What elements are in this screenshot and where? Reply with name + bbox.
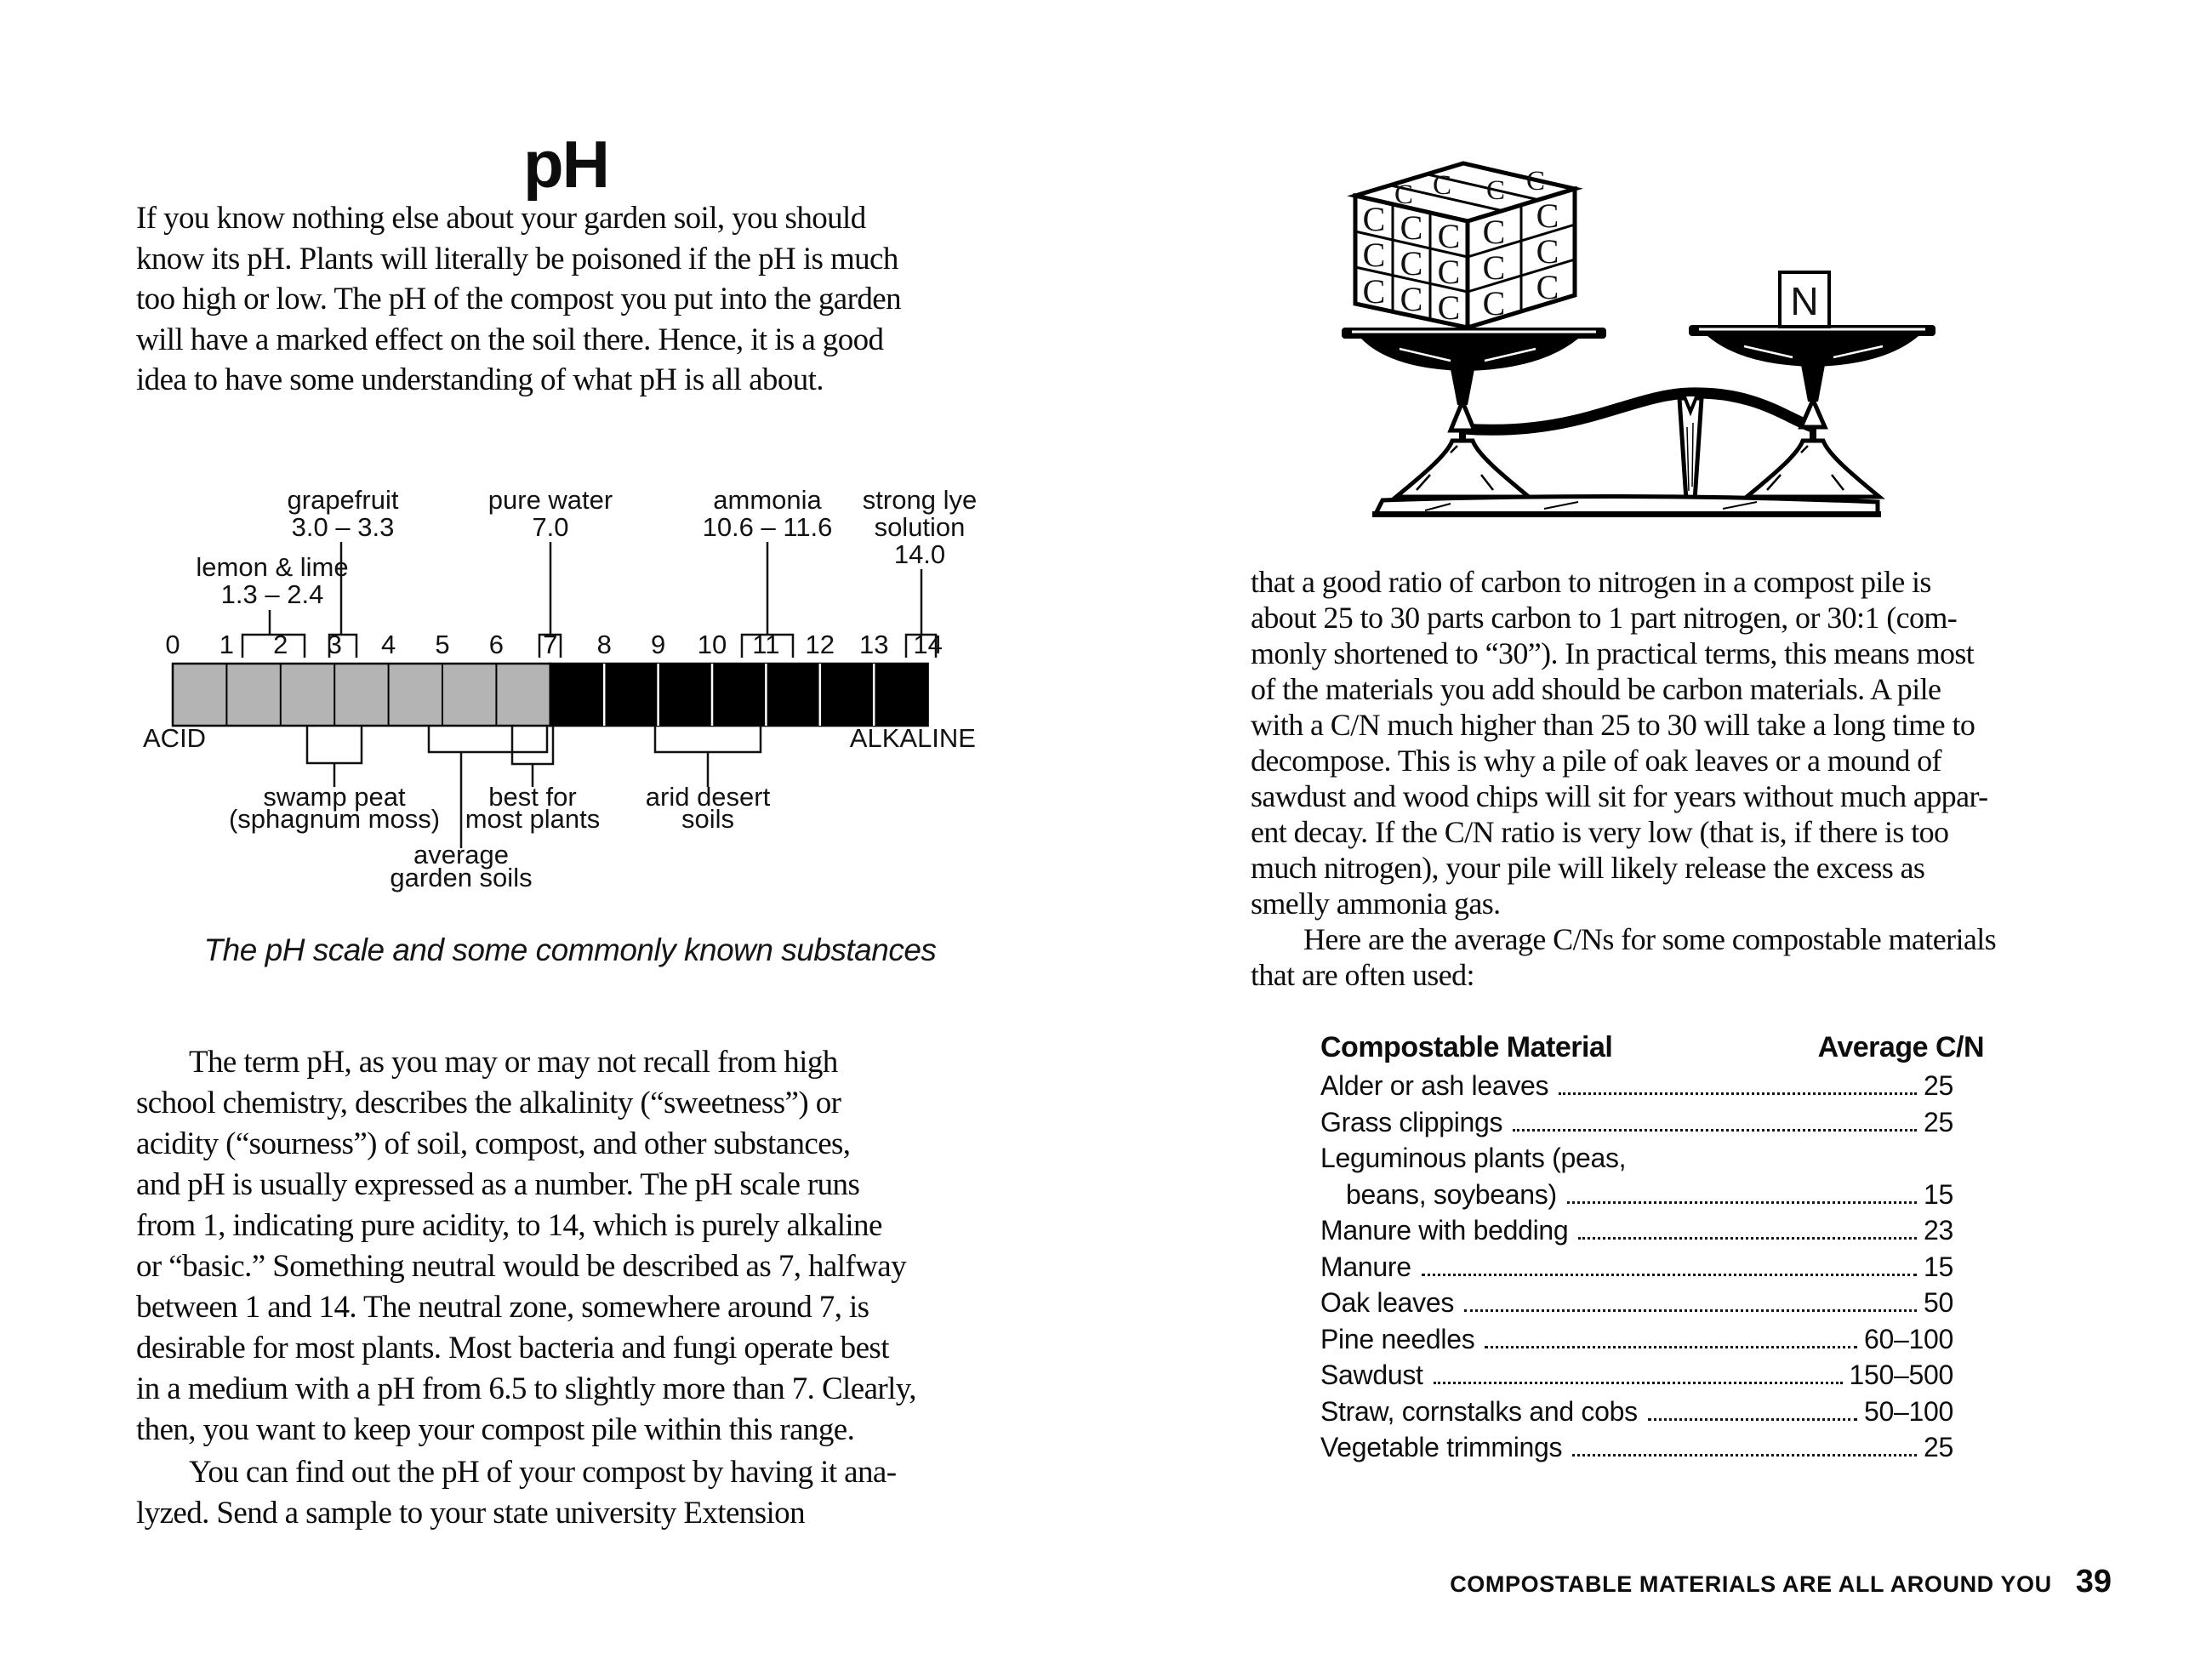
text-line: of the materials you add should be carbon materials. A pile	[1251, 672, 1941, 706]
text-line: The term pH, as you may or may not recall from high	[189, 1045, 838, 1080]
material-label: Alder or ash leaves	[1320, 1070, 1549, 1101]
tick: 3	[327, 630, 342, 659]
ammonia-label: ammonia	[713, 485, 822, 515]
cube-letter: C	[1362, 200, 1386, 238]
tick: 0	[165, 630, 180, 659]
material-label: Vegetable trimmings	[1320, 1432, 1563, 1462]
text-line: from 1, indicating pure acidity, to 14, which is purely alkaline	[136, 1208, 882, 1243]
balance-beam	[1462, 393, 1813, 430]
table-row	[1320, 1360, 1953, 1396]
cube-letter: C	[1536, 268, 1559, 306]
tick: 2	[273, 630, 288, 659]
text-line: If you know nothing else about your garden soil, you should	[136, 201, 866, 236]
compostable-materials-table	[1320, 1031, 1984, 1468]
left-pan	[1342, 328, 1606, 405]
material-label: Manure with bedding	[1320, 1215, 1569, 1246]
text-line: that are often used:	[1251, 958, 1474, 992]
text-line: will have a marked effect on the soil there. Hence, it is a good	[136, 322, 884, 357]
cube-letter: C	[1394, 180, 1414, 210]
table-row	[1320, 1179, 1953, 1216]
material-label: Oak leaves	[1320, 1287, 1455, 1318]
text-line: that a good ratio of carbon to nitrogen in a compost pile is	[1251, 565, 1931, 599]
cn-value: 15	[1924, 1178, 1953, 1210]
text-line: much nitrogen), your pile will likely release the excess as	[1251, 851, 1925, 885]
best-for-label-2: most plants	[465, 804, 601, 834]
cube-letter: C	[1400, 280, 1423, 318]
dot-leader	[1648, 1418, 1857, 1421]
figure-caption: The pH scale and some commonly known substances	[203, 932, 937, 967]
swamp-peat-label-2: (sphagnum moss)	[228, 804, 441, 834]
dot-leader	[1434, 1382, 1843, 1384]
table-header	[1320, 1031, 1984, 1070]
average-garden-label-1: average	[413, 840, 510, 869]
text-line: monly shortened to “30”). In practical terms, this means most	[1251, 636, 1975, 670]
text-line: sawdust and wood chips will sit for years without much appar-	[1251, 779, 1988, 813]
dot-leader	[1578, 1237, 1917, 1240]
material-label: beans, soybeans)	[1346, 1178, 1557, 1210]
text-line: then, you want to keep your compost pile within this range.	[136, 1412, 855, 1447]
lye-label-1: strong lye	[862, 485, 978, 515]
balance-base	[1372, 496, 1881, 517]
cube-letter: C	[1362, 236, 1386, 274]
pure-water-label: pure water	[487, 485, 613, 515]
table-body	[1320, 1070, 1953, 1468]
cn-ratio-paragraph	[1251, 564, 2080, 921]
cube-letter: C	[1400, 244, 1423, 282]
table-row	[1320, 1432, 1953, 1468]
tick: 7	[543, 630, 558, 659]
dot-leader	[1572, 1454, 1917, 1457]
dot-leader	[1464, 1309, 1917, 1312]
text-line: school chemistry, describes the alkalinity (“sweetness”) or	[136, 1086, 841, 1120]
tick: 9	[650, 630, 666, 659]
carbon-cube	[1355, 163, 1575, 328]
cube-letter: C	[1362, 272, 1386, 311]
grapefruit-range: 3.0 – 3.3	[291, 512, 395, 542]
average-garden-label-2: garden soils	[390, 863, 533, 892]
text-line: You can find out the pH of your compost by having it ana-	[189, 1455, 897, 1490]
balance-right-foot	[1747, 400, 1879, 497]
acid-label: ACID	[143, 723, 207, 753]
ph-scale-bar	[173, 664, 928, 726]
material-label: Straw, cornstalks and cobs	[1320, 1395, 1638, 1427]
cn-value: 50	[1924, 1287, 1953, 1318]
cube-letter: C	[1536, 197, 1559, 235]
cube-letter: C	[1485, 175, 1506, 206]
text-line: ent decay. If the C/N ratio is very low (that is, if there is too	[1251, 815, 1949, 849]
text-line: desirable for most plants. Most bacteria and fungi operate best	[136, 1331, 889, 1365]
intro-paragraph	[136, 198, 1012, 401]
text-line: or “basic.” Something neutral would be described as 7, halfway	[136, 1249, 906, 1284]
column-header-material: Compostable Material	[1320, 1031, 1613, 1063]
cube-letter: C	[1437, 288, 1461, 327]
tick: 10	[697, 630, 727, 659]
cn-value: 25	[1924, 1106, 1953, 1137]
text-line: lyzed. Send a sample to your state university Extension	[136, 1496, 805, 1531]
dot-leader	[1559, 1092, 1917, 1095]
cube-letter: C	[1525, 166, 1546, 197]
nitrogen-letter: N	[1790, 279, 1819, 323]
tick: 14	[913, 630, 943, 659]
material-label: Leguminous plants (peas,	[1320, 1143, 1627, 1173]
table-row	[1320, 1324, 1953, 1360]
material-label: Sawdust	[1320, 1360, 1423, 1390]
text-line: Here are the average C/Ns for some compostable materials	[1303, 922, 1997, 956]
column-header-cn: Average C/N	[1817, 1031, 1984, 1063]
lye-range: 14.0	[893, 539, 946, 569]
text-line: about 25 to 30 parts carbon to 1 part nitrogen, or 30:1 (com-	[1251, 601, 1958, 635]
tick: 6	[488, 630, 505, 659]
dot-leader	[1422, 1274, 1917, 1276]
table-row	[1320, 1396, 1953, 1433]
tick: 12	[805, 630, 835, 659]
ph-ticks	[165, 630, 942, 659]
text-line: in a medium with a pH from 6.5 to slightly more than 7. Clearly,	[136, 1371, 916, 1406]
balance-left-foot	[1396, 402, 1529, 497]
tick: 11	[752, 630, 780, 659]
cn-value: 50–100	[1864, 1395, 1953, 1427]
tick: 13	[858, 630, 889, 659]
cn-value: 25	[1924, 1432, 1953, 1462]
ammonia-range: 10.6 – 11.6	[702, 512, 833, 542]
cube-letter: C	[1400, 208, 1423, 247]
page-number: 39	[2075, 1564, 2112, 1599]
balance-scale-illustration	[1323, 146, 2055, 521]
dot-leader	[1513, 1129, 1917, 1132]
text-line: idea to have some understanding of what pH is all about.	[136, 362, 824, 397]
dot-leader	[1567, 1201, 1917, 1204]
balance-center-post	[1679, 395, 1702, 500]
material-label: Pine needles	[1320, 1323, 1475, 1354]
pure-water-range: 7.0	[532, 512, 569, 542]
arid-desert-label-1: arid desert	[645, 782, 771, 812]
cube-letter: C	[1437, 217, 1461, 255]
lye-label-2: solution	[874, 512, 966, 542]
alkaline-label: ALKALINE	[849, 723, 976, 753]
nitrogen-weight	[1780, 272, 1829, 327]
running-footer	[1450, 1564, 2112, 1600]
tick: 5	[435, 630, 450, 659]
cn-value: 150–500	[1849, 1360, 1953, 1390]
table-row	[1320, 1143, 1953, 1179]
tick: 1	[219, 630, 235, 659]
cube-letter: C	[1482, 248, 1506, 287]
table-row	[1320, 1251, 1953, 1288]
cn-value: 60–100	[1864, 1323, 1953, 1354]
dot-leader	[1485, 1346, 1857, 1348]
cn-value: 23	[1924, 1215, 1953, 1246]
cube-letter: C	[1536, 232, 1559, 271]
running-head-title: COMPOSTABLE MATERIALS ARE ALL AROUND YOU	[1450, 1571, 2052, 1597]
text-line: smelly ammonia gas.	[1251, 887, 1501, 921]
body-paragraph-find-out	[136, 1452, 1012, 1534]
text-line: with a C/N much higher than 25 to 30 will take a long time to	[1251, 708, 1975, 742]
average-cn-intro-paragraph	[1251, 921, 2080, 993]
arid-desert-label-2: soils	[681, 804, 735, 834]
material-label: Grass clippings	[1320, 1106, 1503, 1137]
material-label: Manure	[1320, 1251, 1411, 1282]
page-title: pH	[523, 127, 608, 202]
swamp-peat-label-1: swamp peat	[263, 782, 406, 812]
table-row	[1320, 1215, 1953, 1251]
text-line: know its pH. Plants will literally be poisoned if the pH is much	[136, 241, 898, 276]
cube-letter: C	[1482, 284, 1506, 322]
lemon-range: 1.3 – 2.4	[220, 579, 324, 609]
cn-value: 15	[1924, 1251, 1953, 1282]
cube-letter: C	[1432, 170, 1452, 201]
tick: 4	[380, 630, 396, 659]
table-row	[1320, 1287, 1953, 1324]
text-line: and pH is usually expressed as a number. The pH scale runs	[136, 1167, 860, 1202]
best-for-label-1: best for	[488, 782, 577, 812]
tick: 8	[596, 630, 612, 659]
text-line: between 1 and 14. The neutral zone, somewhere around 7, is	[136, 1290, 869, 1325]
text-line: acidity (“sourness”) of soil, compost, and other substances,	[136, 1126, 851, 1161]
cube-letter: C	[1437, 253, 1461, 291]
text-line: decompose. This is why a pile of oak leaves or a mound of	[1251, 744, 1941, 778]
grapefruit-label: grapefruit	[287, 485, 399, 515]
ph-scale-diagram	[119, 464, 1038, 991]
body-paragraph-ph-term	[136, 1042, 1012, 1451]
cn-value: 25	[1924, 1070, 1953, 1101]
table-row	[1320, 1107, 1953, 1143]
cube-letter: C	[1482, 213, 1506, 251]
lemon-label: lemon & lime	[196, 552, 349, 582]
table-row	[1320, 1070, 1953, 1107]
text-line: too high or low. The pH of the compost you put into the garden	[136, 282, 901, 316]
